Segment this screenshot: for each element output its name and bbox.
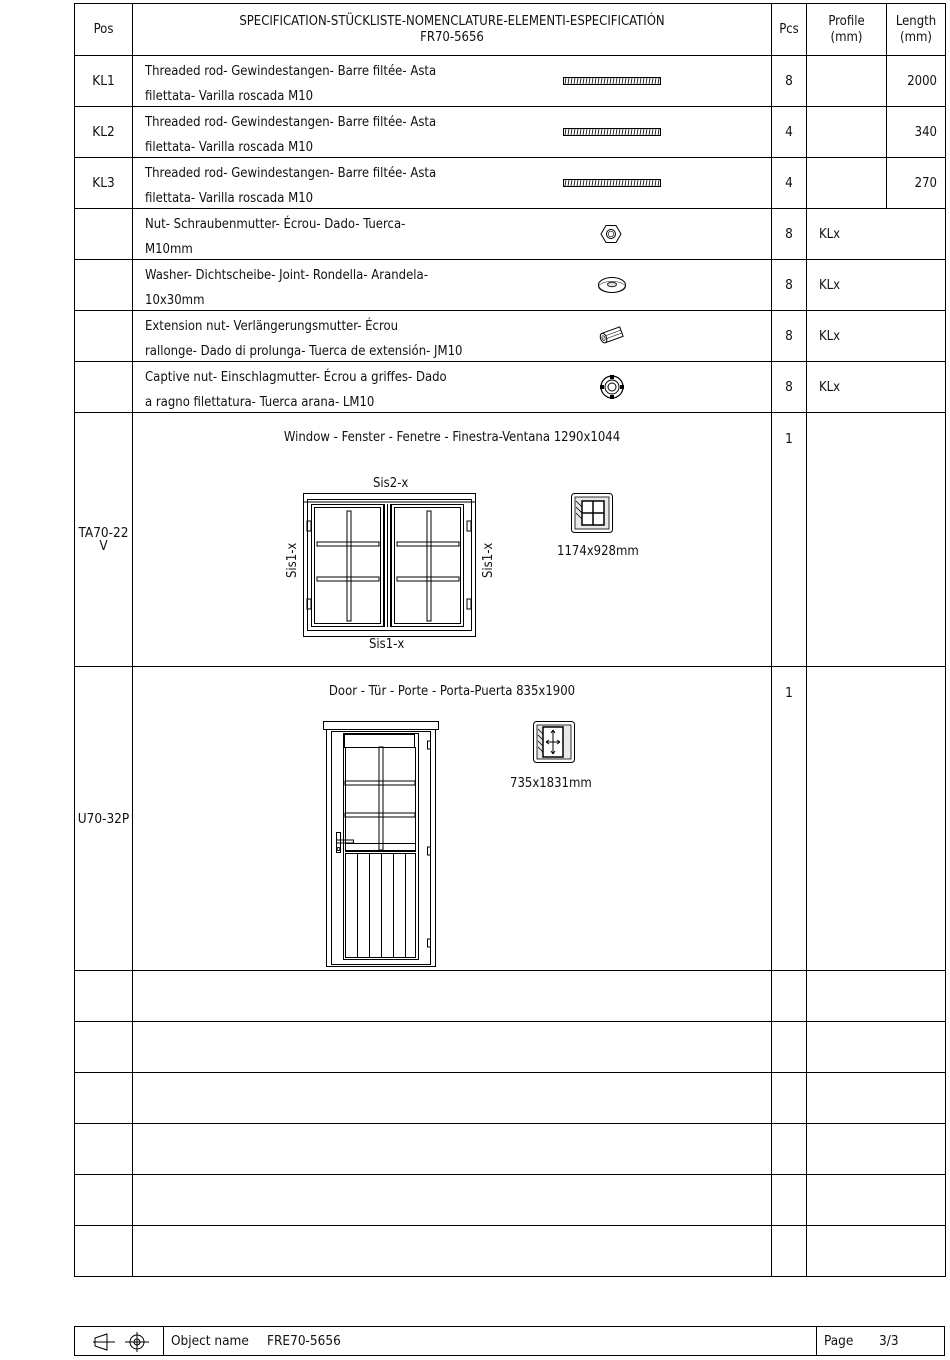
row-pcs: 1: [772, 413, 807, 667]
table-row-door: [75, 667, 946, 971]
projection-symbol-icon: [93, 1332, 149, 1352]
door-drawing: [323, 719, 441, 967]
empty-row: [75, 1124, 946, 1175]
row-description: [133, 311, 772, 362]
table-row: [75, 362, 946, 413]
table-row: [75, 158, 946, 209]
row-desc-line1: Captive nut- Einschlagmutter- Écrou a griffes- Dado: [145, 370, 447, 385]
row-desc-line2: a ragno filettatura- Tuerca arana- LM10: [145, 395, 375, 410]
row-description: [133, 56, 772, 107]
row-pos: KL3: [75, 158, 133, 209]
row-pos: [75, 362, 133, 413]
object-name-label: Object name: [171, 1333, 249, 1349]
row-pos: [75, 413, 133, 667]
door-opening-icon: [533, 721, 575, 763]
header-pcs: Pcs: [772, 4, 807, 56]
row-pcs: 8: [772, 260, 807, 311]
header-row: [75, 4, 946, 56]
table-row: [75, 311, 946, 362]
window-pos-line1: TA70-22: [78, 525, 129, 541]
row-profile: [807, 56, 887, 107]
row-desc-line1: Threaded rod- Gewindestangen- Barre filtée- Asta: [145, 166, 437, 181]
empty-row: [75, 1073, 946, 1124]
washer-icon: [597, 276, 627, 294]
row-length: 270: [887, 158, 946, 209]
window-title: Window - Fenster - Fenetre - Finestra-Ventana 1290x1044: [283, 430, 621, 445]
object-name-value: FRE70-5656: [267, 1333, 341, 1349]
header-profile-unit: (mm): [830, 29, 863, 45]
threaded-rod-icon: [563, 76, 661, 86]
row-desc-line1: Nut- Schraubenmutter- Écrou- Dado- Tuerca-: [145, 217, 406, 232]
row-profile: [807, 107, 887, 158]
row-desc-line2: 10x30mm: [145, 293, 205, 308]
row-desc-line1: Extension nut- Verlängerungsmutter- Écrou: [145, 319, 399, 334]
specification-sheet: [74, 3, 945, 1357]
extension-nut-icon: [597, 325, 627, 345]
row-profile: KLx: [807, 260, 946, 311]
row-profile: KLx: [807, 362, 946, 413]
title-block: [74, 1326, 945, 1356]
table-row: [75, 107, 946, 158]
row-profile: [807, 667, 946, 971]
row-length: 2000: [887, 56, 946, 107]
row-pos: KL2: [75, 107, 133, 158]
door-title: Door - Tür - Porte - Porta-Puerta 835x1900: [328, 684, 576, 699]
row-pcs: 4: [772, 158, 807, 209]
row-pos: [75, 311, 133, 362]
window-label-top: Sis2-x: [373, 476, 409, 491]
empty-row: [75, 1226, 946, 1277]
header-title: [133, 4, 772, 56]
header-length-unit: (mm): [900, 29, 932, 45]
empty-row: [75, 1022, 946, 1073]
row-profile: KLx: [807, 209, 946, 260]
row-profile: KLx: [807, 311, 946, 362]
row-desc-line1: Washer- Dichtscheibe- Joint- Rondella- Arandela-: [145, 268, 428, 283]
row-description: [133, 413, 772, 667]
window-opening-icon: [571, 493, 613, 533]
header-title-line2: FR70-5656: [420, 29, 484, 45]
row-description: [133, 362, 772, 413]
row-description: [133, 667, 772, 971]
row-desc-line2: M10mm: [145, 242, 193, 257]
row-pcs: 8: [772, 209, 807, 260]
header-profile-label: Profile: [828, 13, 865, 29]
row-pcs: 4: [772, 107, 807, 158]
captive-nut-icon: [599, 374, 625, 400]
threaded-rod-icon: [563, 127, 661, 137]
door-size: 735x1831mm: [510, 776, 592, 791]
empty-row: [75, 971, 946, 1022]
window-pos-line2: V: [99, 538, 108, 554]
row-description: [133, 209, 772, 260]
row-pos: U70-32P: [75, 667, 133, 971]
row-pos: KL1: [75, 56, 133, 107]
page-label: Page: [824, 1333, 854, 1349]
table-row: [75, 56, 946, 107]
row-pos: [75, 209, 133, 260]
row-pcs: 8: [772, 56, 807, 107]
window-size: 1174x928mm: [557, 544, 639, 559]
window-label-left: Sis1-x: [285, 542, 300, 578]
table-row: [75, 260, 946, 311]
window-label-bottom: Sis1-x: [369, 637, 405, 652]
row-pcs: 8: [772, 311, 807, 362]
row-pcs: 8: [772, 362, 807, 413]
row-length: 340: [887, 107, 946, 158]
hex-nut-icon: [600, 224, 622, 244]
page-number: 3/3: [879, 1333, 899, 1349]
row-description: [133, 107, 772, 158]
header-length-label: Length: [895, 13, 937, 29]
empty-row: [75, 1175, 946, 1226]
row-pcs: 1: [772, 667, 807, 971]
row-desc-line2: filettata- Varilla roscada M10: [145, 191, 314, 206]
row-pos: [75, 260, 133, 311]
row-description: [133, 260, 772, 311]
header-profile: [807, 4, 887, 56]
window-label-right: Sis1-x: [481, 542, 496, 578]
row-desc-line1: Threaded rod- Gewindestangen- Barre filtée- Asta: [145, 115, 437, 130]
header-length: [887, 4, 946, 56]
row-desc-line2: filettata- Varilla roscada M10: [145, 140, 314, 155]
row-desc-line2: rallonge- Dado di prolunga- Tuerca de extensión- JM10: [145, 344, 463, 359]
header-title-line1: SPECIFICATION-STÜCKLISTE-NOMENCLATURE-ELEMENTI-ESPECIFICATIÓN: [239, 13, 665, 29]
threaded-rod-icon: [563, 178, 661, 188]
window-drawing: [303, 491, 478, 641]
row-desc-line2: filettata- Varilla roscada M10: [145, 89, 314, 104]
header-pos: Pos: [75, 4, 133, 56]
row-profile: [807, 158, 887, 209]
row-desc-line1: Threaded rod- Gewindestangen- Barre filtée- Asta: [145, 64, 437, 79]
row-description: [133, 158, 772, 209]
table-row: [75, 209, 946, 260]
table-row-window: [75, 413, 946, 667]
specification-table: [74, 3, 946, 1277]
row-profile: [807, 413, 946, 667]
